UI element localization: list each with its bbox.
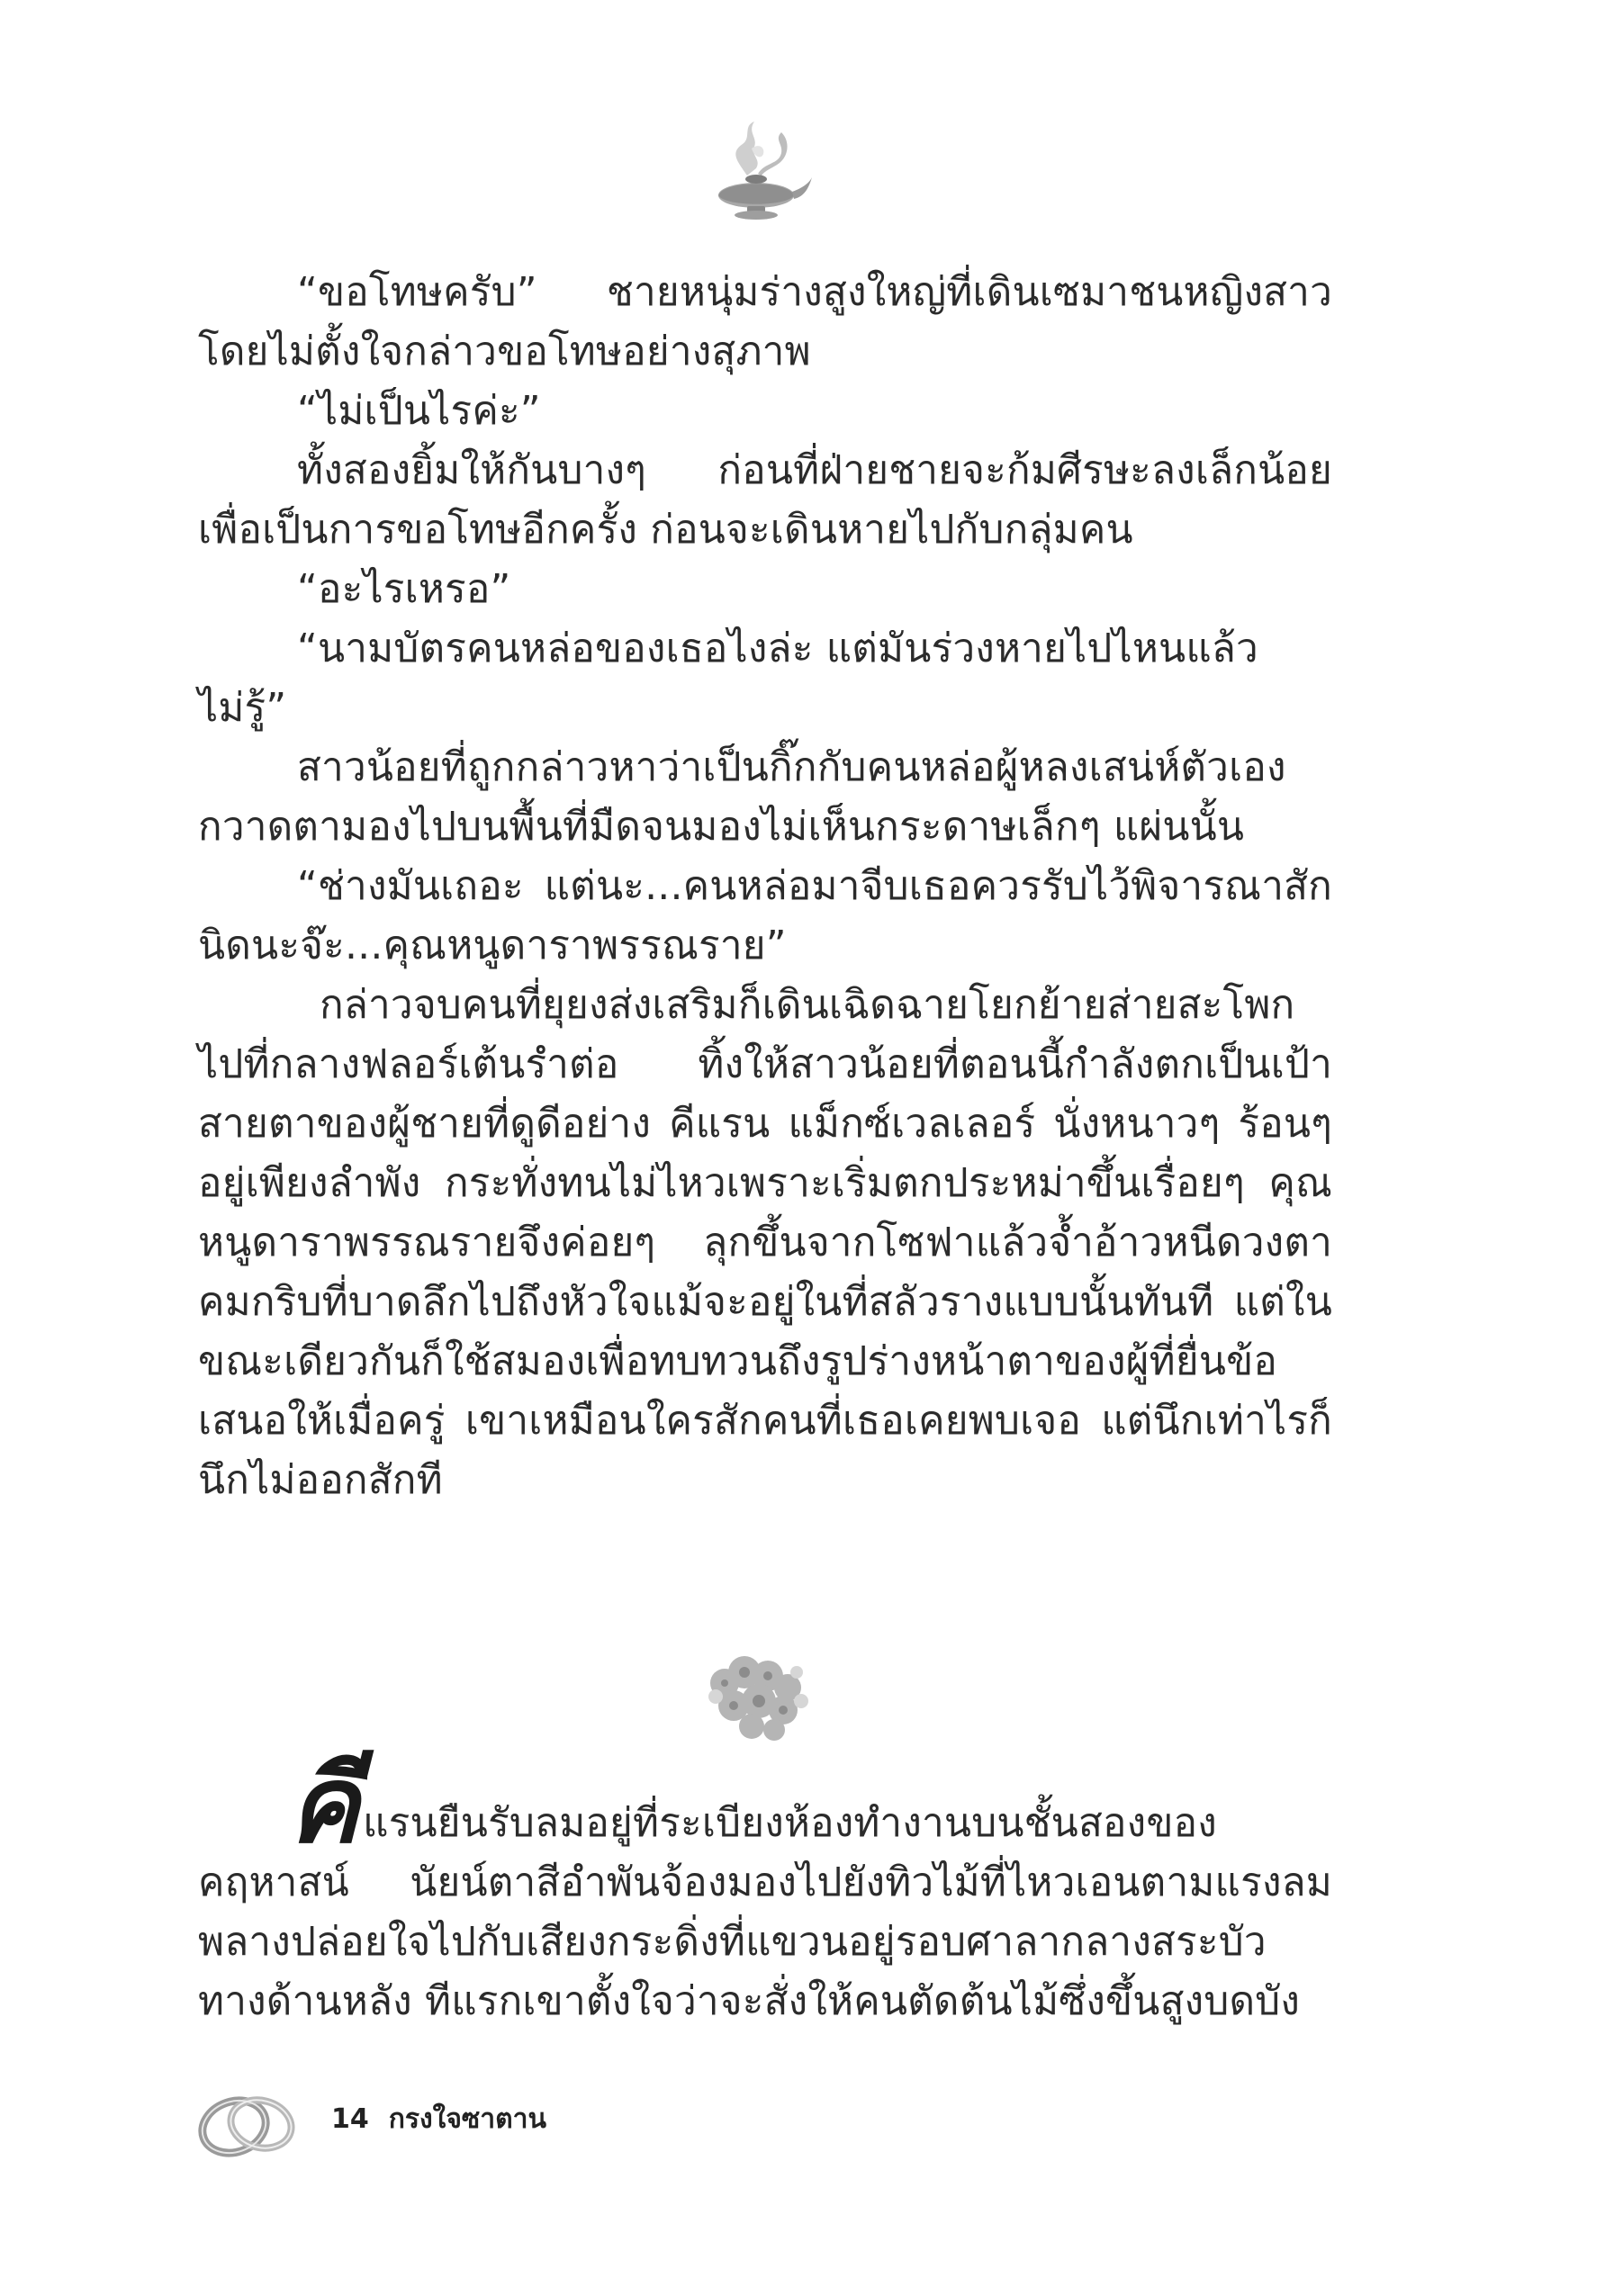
paragraph: สาวน้อยที่ถูกกล่าวหาว่าเป็นกิ๊กกับคนหล่อผู้หลงเสน่ห์ตัวเองกวาดตามองไปบนพื้นที่มืดจนมองไม่เห็นกระดาษเล็กๆ แผ่นนั้น [198,744,1286,850]
paragraph: “อะไรเหรอ” [297,566,511,612]
section-two-paragraph [198,1742,1332,2031]
page-number: 14 [331,2103,369,2135]
book-title: กรงใจซาตาน [388,2103,546,2135]
flower-bouquet-icon [698,1647,819,1751]
paragraph: “นามบัตรคนหล่อของเธอไงล่ะ แต่มันร่วงหายไปไหนแล้วไม่รู้” [198,626,1258,731]
paragraph: “ช่างมันเถอะ แต่นะ...คนหล่อมาจีบเธอควรรับไว้พิจารณาสักนิดนะจ๊ะ...คุณหนูดาราพรรณราย” [198,863,1332,968]
paragraph: กล่าวจบคนที่ยุยงส่งเสริมก็เดินเฉิดฉายโยกย้ายส่ายสะโพกไปที่กลางฟลอร์เต้นรำต่อ ทิ้งให้สาวน้อยที่ตอนนี้กำลังตกเป็นเป้าสายตาของผู้ชายที่ดูดีอย่าง คีแรน แม็กซ์เวลเลอร์ นั่งหนาวๆ ร้อนๆ อยู่เพียงลำพัง กระทั่งทนไม่ไหวเพราะเริ่มตกประหม่าขึ้นเรื่อยๆ คุณหนูดาราพรรณรายจึงค่อยๆ ลุกขึ้นจากโซฟาแล้วจ้ำอ้าวหนีดวงตาคมกริบที่บาดลึกไปถึงหัวใจแม้จะอยู่ในที่สลัวรางแบบนั้นทันที แต่ในขณะเดียวกันก็ใช้สมองเพื่อทบทวนถึงรูปร่างหน้าตาของผู้ที่ยื่นข้อเสนอให้เมื่อครู่ เขาเหมือนใครสักคนที่เธอเคยพบเจอ แต่นึกเท่าไรก็นึกไม่ออกสักที [198,982,1332,1503]
section-two-body: แรนยืนรับลมอยู่ที่ระเบียงห้องทำงานบนชั้นสองของคฤหาสน์ นัยน์ตาสีอำพันจ้องมองไปยังทิวไม้ที่ไหวเอนตามแรงลมพลางปล่อยใจไปกับเสียงกระดิ่งที่แขวนอยู่รอบศาลากลางสระบัวทางด้านหลัง ทีแรกเขาตั้งใจว่าจะสั่งให้คนตัดต้นไม้ซึ่งขึ้นสูงบดบัง [198,1800,1332,2024]
page-footer [331,2102,566,2138]
drop-cap: คี [288,1742,360,1867]
wedding-rings-icon [189,2075,306,2174]
paragraph: “ไม่เป็นไรค่ะ” [297,388,541,434]
paragraph: “ขอโทษครับ” ชายหนุ่มร่างสูงใหญ่ที่เดินเซมาชนหญิงสาวโดยไม่ตั้งใจกล่าวขอโทษอย่างสุภาพ [198,269,1332,374]
genie-lamp-icon [702,113,815,225]
narrative-text [198,263,1332,1510]
section-two-text [198,1742,1332,2031]
paragraph: ทั้งสองยิ้มให้กันบางๆ ก่อนที่ฝ่ายชายจะก้มศีรษะลงเล็กน้อยเพื่อเป็นการขอโทษอีกครั้ง ก่อนจะเดินหายไปกับกลุ่มคน [198,447,1332,553]
